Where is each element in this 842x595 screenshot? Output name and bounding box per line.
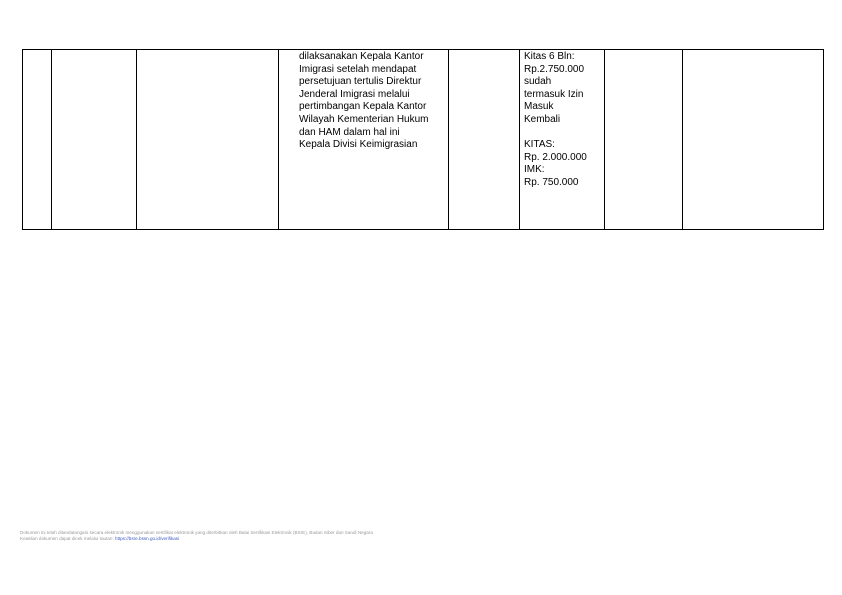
esign-footer: [20, 530, 373, 542]
document-table: [22, 49, 824, 230]
fee-line: sudah: [524, 76, 552, 88]
fee-line: IMK:: [524, 164, 545, 176]
fee-text: [520, 50, 604, 190]
notes-cell: [683, 50, 824, 230]
fee-line: Rp.2.750.000: [524, 63, 585, 75]
procedure-line: dan HAM dalam hal ini: [299, 126, 400, 138]
footer-verify-text: Keaslian dokumen dapat dicek melalui tautan:: [20, 536, 114, 541]
procedure-line: Imigrasi setelah mendapat: [299, 63, 417, 75]
duration-cell: [449, 50, 520, 230]
procedure-line: Wilayah Kementerian Hukum: [299, 113, 429, 125]
procedure-line: Jenderal Imigrasi melalui: [299, 88, 410, 100]
fee-line: Rp. 750.000: [524, 176, 579, 188]
fee-cell: [520, 50, 605, 230]
procedure-line: persetujuan tertulis Direktur: [299, 76, 422, 88]
procedure-line: pertimbangan Kepala Kantor: [299, 101, 427, 113]
fee-line: Kitas 6 Bln:: [524, 51, 575, 62]
procedure-line: Kepala Divisi Keimigrasian: [299, 139, 418, 151]
footer-line-2: [20, 536, 373, 542]
footer-verify-link[interactable]: https://bsre.bssn.go.id/verifikasi: [115, 536, 180, 541]
service-type-cell: [52, 50, 137, 230]
table-row: [23, 50, 824, 230]
fee-line: Masuk: [524, 101, 554, 113]
fee-spacer: [524, 127, 600, 140]
fee-line: Kembali: [524, 113, 561, 125]
footer-line-1: Dokumen ini telah ditandatangani secara elektronik menggunakan sertifikat elektronik yang diterbitkan oleh Balai Sertifikasi Elektronik (BSrE), Badan Siber dan Sandi Negara: [20, 530, 373, 535]
procedure-cell: [279, 50, 449, 230]
number-cell: [23, 50, 52, 230]
fee-line: KITAS:: [524, 139, 555, 151]
requirements-cell: [137, 50, 279, 230]
fee-line: termasuk Izin: [524, 88, 584, 100]
procedure-line: dilaksanakan Kepala Kantor: [299, 51, 424, 62]
procedure-text: [279, 50, 448, 152]
fee-line: Rp. 2.000.000: [524, 151, 587, 163]
output-cell: [605, 50, 683, 230]
